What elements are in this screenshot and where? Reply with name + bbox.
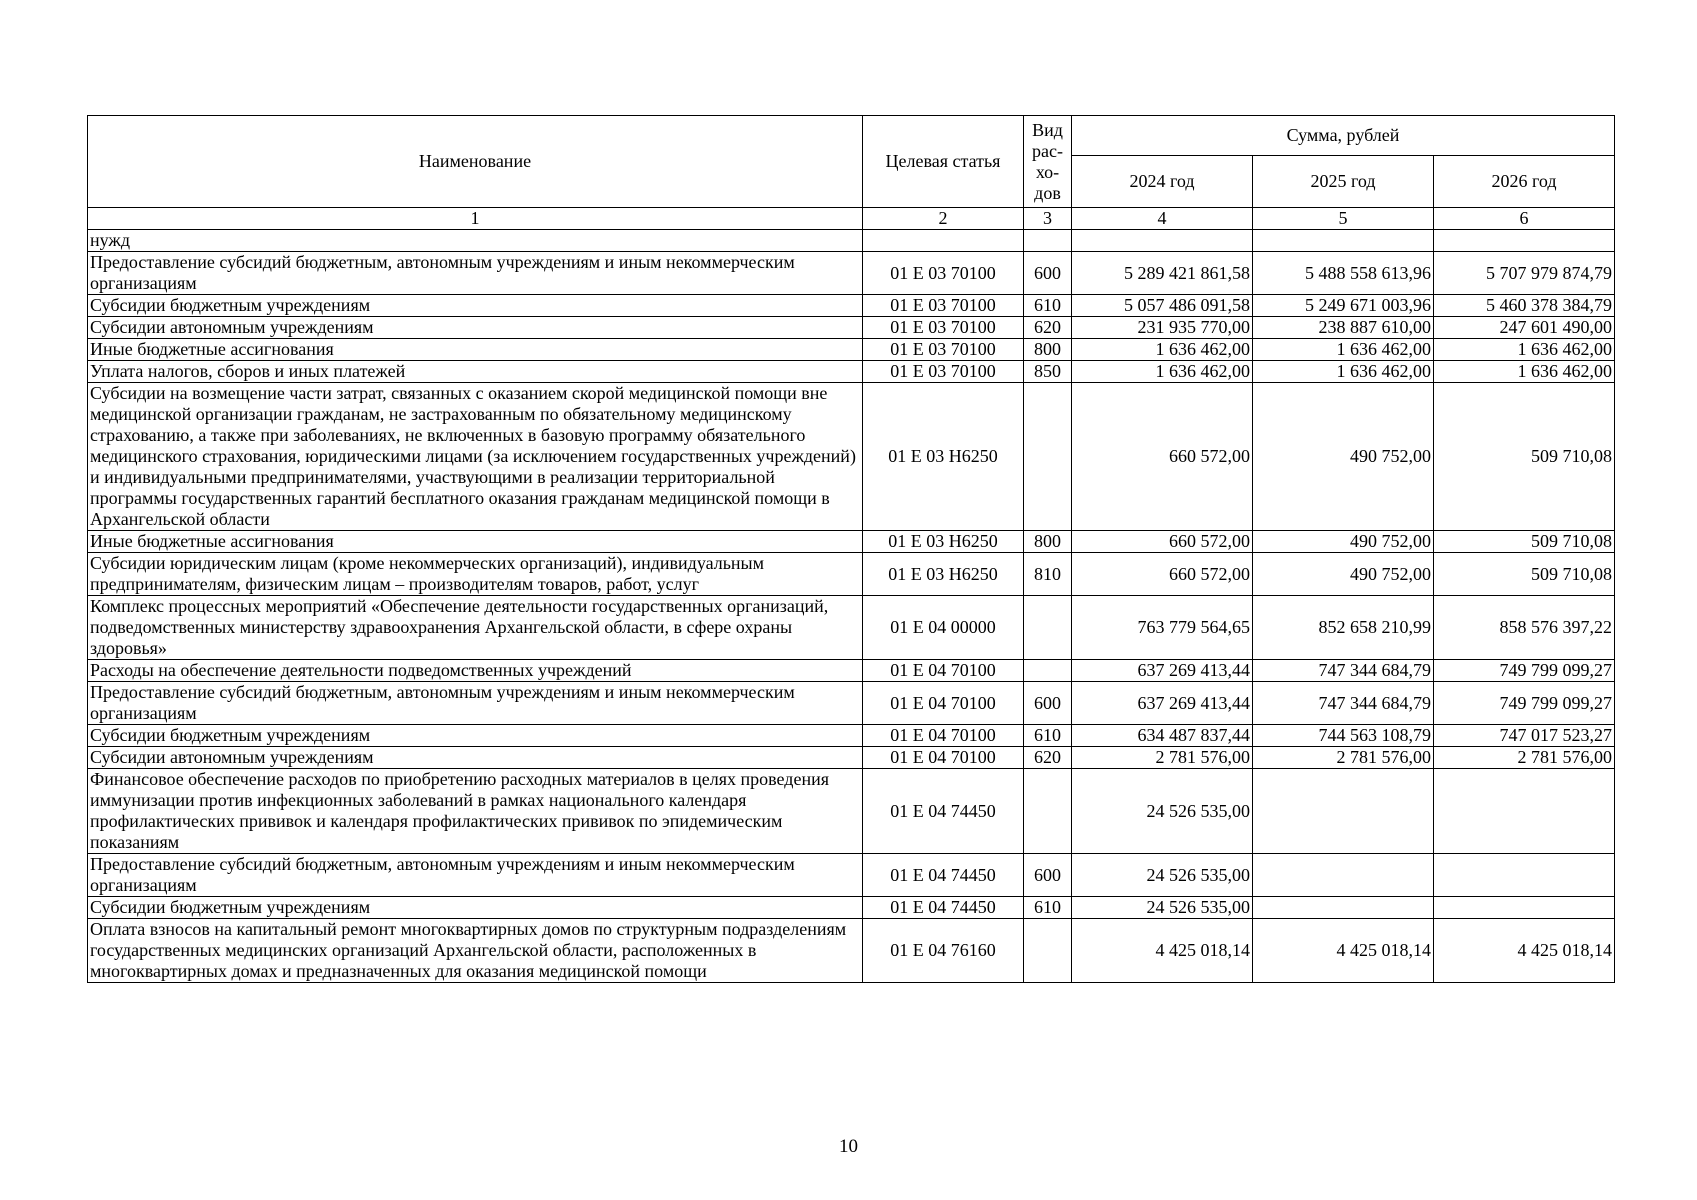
row-sum-2024: 763 779 564,65 — [1072, 596, 1253, 660]
column-number: 4 — [1072, 208, 1253, 230]
row-expense-type: 600 — [1024, 252, 1072, 295]
column-number: 6 — [1434, 208, 1615, 230]
row-sum-2024: 231 935 770,00 — [1072, 317, 1253, 339]
row-name: Предоставление субсидий бюджетным, автономным учреждениям и иным некоммерческим организациям — [88, 252, 863, 295]
header-year-2024: 2024 год — [1072, 156, 1253, 208]
row-sum-2024: 660 572,00 — [1072, 383, 1253, 531]
table-row — [88, 339, 1615, 361]
row-expense-type: 610 — [1024, 725, 1072, 747]
row-sum-2024: 637 269 413,44 — [1072, 660, 1253, 682]
row-sum-2024: 1 636 462,00 — [1072, 339, 1253, 361]
row-sum-2025: 1 636 462,00 — [1253, 361, 1434, 383]
header-vid-line: Вид — [1032, 119, 1063, 140]
row-sum-2024: 4 425 018,14 — [1072, 919, 1253, 983]
row-sum-2025: 4 425 018,14 — [1253, 919, 1434, 983]
header-year-2025: 2025 год — [1253, 156, 1434, 208]
row-sum-2025: 490 752,00 — [1253, 531, 1434, 553]
row-expense-type: 600 — [1024, 854, 1072, 897]
row-expense-type: 610 — [1024, 897, 1072, 919]
row-sum-2026 — [1434, 230, 1615, 252]
row-sum-2025 — [1253, 230, 1434, 252]
table-row — [88, 769, 1615, 854]
row-target-code: 01 Е 04 70100 — [863, 682, 1024, 725]
row-expense-type: 800 — [1024, 531, 1072, 553]
header-target: Целевая статья — [863, 116, 1024, 208]
row-target-code: 01 Е 04 74450 — [863, 854, 1024, 897]
row-sum-2025: 490 752,00 — [1253, 553, 1434, 596]
row-sum-2025: 2 781 576,00 — [1253, 747, 1434, 769]
row-sum-2025 — [1253, 854, 1434, 897]
table-row — [88, 252, 1615, 295]
row-sum-2026: 2 781 576,00 — [1434, 747, 1615, 769]
row-sum-2026: 509 710,08 — [1434, 553, 1615, 596]
row-sum-2026: 749 799 099,27 — [1434, 660, 1615, 682]
row-target-code: 01 Е 04 70100 — [863, 725, 1024, 747]
table-row — [88, 596, 1615, 660]
row-expense-type — [1024, 383, 1072, 531]
column-number: 3 — [1024, 208, 1072, 230]
row-name: Оплата взносов на капитальный ремонт многоквартирных домов по структурным подразделениям государственных медицинских организаций Архангельской области, расположенных в многоквартирных домах и предназначенных для оказания медицинской помощи — [88, 919, 863, 983]
row-name: Субсидии бюджетным учреждениям — [88, 725, 863, 747]
row-target-code: 01 Е 03 70100 — [863, 317, 1024, 339]
row-target-code — [863, 230, 1024, 252]
table-row — [88, 361, 1615, 383]
row-sum-2025: 747 344 684,79 — [1253, 660, 1434, 682]
row-expense-type: 800 — [1024, 339, 1072, 361]
row-sum-2026 — [1434, 897, 1615, 919]
row-sum-2026: 5 460 378 384,79 — [1434, 295, 1615, 317]
row-sum-2026: 5 707 979 874,79 — [1434, 252, 1615, 295]
row-sum-2024: 634 487 837,44 — [1072, 725, 1253, 747]
row-sum-2026: 747 017 523,27 — [1434, 725, 1615, 747]
table-row — [88, 854, 1615, 897]
row-target-code: 01 Е 03 70100 — [863, 252, 1024, 295]
row-sum-2026: 858 576 397,22 — [1434, 596, 1615, 660]
row-expense-type: 610 — [1024, 295, 1072, 317]
row-target-code: 01 Е 04 70100 — [863, 660, 1024, 682]
row-sum-2025: 5 488 558 613,96 — [1253, 252, 1434, 295]
table-row — [88, 553, 1615, 596]
row-target-code: 01 Е 03 70100 — [863, 339, 1024, 361]
row-sum-2026 — [1434, 769, 1615, 854]
table-row — [88, 682, 1615, 725]
row-sum-2026: 749 799 099,27 — [1434, 682, 1615, 725]
header-vid-line: дов — [1034, 182, 1061, 203]
header-vid-line: рас- — [1032, 140, 1063, 161]
row-sum-2025: 5 249 671 003,96 — [1253, 295, 1434, 317]
row-name: Субсидии автономным учреждениям — [88, 747, 863, 769]
row-expense-type: 810 — [1024, 553, 1072, 596]
row-sum-2024: 660 572,00 — [1072, 553, 1253, 596]
table-row — [88, 725, 1615, 747]
row-target-code: 01 Е 04 76160 — [863, 919, 1024, 983]
table-row — [88, 747, 1615, 769]
page-number: 10 — [839, 1136, 858, 1157]
column-number: 1 — [88, 208, 863, 230]
row-sum-2026 — [1434, 854, 1615, 897]
row-sum-2026: 4 425 018,14 — [1434, 919, 1615, 983]
row-target-code: 01 Е 04 00000 — [863, 596, 1024, 660]
header-year-2026: 2026 год — [1434, 156, 1615, 208]
budget-table — [87, 115, 1615, 983]
row-expense-type — [1024, 230, 1072, 252]
row-name: Уплата налогов, сборов и иных платежей — [88, 361, 863, 383]
row-target-code: 01 Е 03 70100 — [863, 361, 1024, 383]
row-target-code: 01 Е 04 70100 — [863, 747, 1024, 769]
table-row — [88, 919, 1615, 983]
row-name: Субсидии автономным учреждениям — [88, 317, 863, 339]
table-row — [88, 897, 1615, 919]
row-expense-type — [1024, 660, 1072, 682]
row-name: Иные бюджетные ассигнования — [88, 339, 863, 361]
row-name: Комплекс процессных мероприятий «Обеспечение деятельности государственных организаций, подведомственных министерству здравоохранения Архангельской области, в сфере охраны здоровья» — [88, 596, 863, 660]
row-name: Финансовое обеспечение расходов по приобретению расходных материалов в целях проведения иммунизации против инфекционных заболеваний в рамках национального календаря профилактических прививок и календаря профилактических прививок по эпидемическим показаниям — [88, 769, 863, 854]
header-name: Наименование — [88, 116, 863, 208]
table-row — [88, 383, 1615, 531]
row-sum-2025: 238 887 610,00 — [1253, 317, 1434, 339]
row-sum-2025: 490 752,00 — [1253, 383, 1434, 531]
row-expense-type — [1024, 769, 1072, 854]
row-expense-type: 850 — [1024, 361, 1072, 383]
column-number: 5 — [1253, 208, 1434, 230]
row-name: Субсидии бюджетным учреждениям — [88, 897, 863, 919]
table-row — [88, 230, 1615, 252]
row-name: Предоставление субсидий бюджетным, автономным учреждениям и иным некоммерческим организациям — [88, 682, 863, 725]
row-sum-2025: 1 636 462,00 — [1253, 339, 1434, 361]
row-sum-2026: 509 710,08 — [1434, 383, 1615, 531]
row-name: Предоставление субсидий бюджетным, автономным учреждениям и иным некоммерческим организациям — [88, 854, 863, 897]
row-target-code: 01 Е 04 74450 — [863, 769, 1024, 854]
row-sum-2026: 1 636 462,00 — [1434, 361, 1615, 383]
row-sum-2024: 5 057 486 091,58 — [1072, 295, 1253, 317]
header-vid-line: хо- — [1035, 161, 1060, 182]
row-target-code: 01 Е 04 74450 — [863, 897, 1024, 919]
header-sum: Сумма, рублей — [1072, 116, 1615, 156]
column-number: 2 — [863, 208, 1024, 230]
row-expense-type — [1024, 919, 1072, 983]
row-expense-type: 620 — [1024, 747, 1072, 769]
row-sum-2024: 2 781 576,00 — [1072, 747, 1253, 769]
row-expense-type — [1024, 596, 1072, 660]
table-row — [88, 660, 1615, 682]
row-sum-2026: 1 636 462,00 — [1434, 339, 1615, 361]
row-target-code: 01 Е 03 70100 — [863, 295, 1024, 317]
table-row — [88, 295, 1615, 317]
row-sum-2025: 744 563 108,79 — [1253, 725, 1434, 747]
row-sum-2024: 660 572,00 — [1072, 531, 1253, 553]
table-header — [88, 116, 1615, 230]
row-sum-2025: 852 658 210,99 — [1253, 596, 1434, 660]
row-name: нужд — [88, 230, 863, 252]
table-row — [88, 317, 1615, 339]
row-target-code: 01 Е 03 Н6250 — [863, 383, 1024, 531]
row-expense-type: 600 — [1024, 682, 1072, 725]
column-number-row — [88, 208, 1615, 230]
row-name: Субсидии бюджетным учреждениям — [88, 295, 863, 317]
row-sum-2024: 24 526 535,00 — [1072, 854, 1253, 897]
row-sum-2025: 747 344 684,79 — [1253, 682, 1434, 725]
row-sum-2024: 24 526 535,00 — [1072, 897, 1253, 919]
row-sum-2024: 5 289 421 861,58 — [1072, 252, 1253, 295]
row-target-code: 01 Е 03 Н6250 — [863, 531, 1024, 553]
row-sum-2024: 24 526 535,00 — [1072, 769, 1253, 854]
row-sum-2026: 509 710,08 — [1434, 531, 1615, 553]
row-name: Субсидии юридическим лицам (кроме некоммерческих организаций), индивидуальным предпринимателям, физическим лицам – производителям товаров, работ, услуг — [88, 553, 863, 596]
row-sum-2024: 637 269 413,44 — [1072, 682, 1253, 725]
table-body — [88, 230, 1615, 983]
row-expense-type: 620 — [1024, 317, 1072, 339]
table-row — [88, 531, 1615, 553]
row-sum-2025 — [1253, 897, 1434, 919]
row-name: Расходы на обеспечение деятельности подведомственных учреждений — [88, 660, 863, 682]
row-name: Иные бюджетные ассигнования — [88, 531, 863, 553]
row-sum-2026: 247 601 490,00 — [1434, 317, 1615, 339]
row-sum-2024: 1 636 462,00 — [1072, 361, 1253, 383]
row-name: Субсидии на возмещение части затрат, связанных с оказанием скорой медицинской помощи вне медицинской организации гражданам, не застрахованным по обязательному медицинскому страхованию, а также при заболеваниях, не включенных в базовую программу обязательного медицинского страхования, юридическими лицами (за исключением государственных учреждений) и индивидуальными предпринимателями, участвующими в реализации территориальной программы государственных гарантий бесплатного оказания гражданам медицинской помощи в Архангельской области — [88, 383, 863, 531]
row-target-code: 01 Е 03 Н6250 — [863, 553, 1024, 596]
row-sum-2025 — [1253, 769, 1434, 854]
header-vid — [1024, 116, 1072, 208]
row-sum-2024 — [1072, 230, 1253, 252]
